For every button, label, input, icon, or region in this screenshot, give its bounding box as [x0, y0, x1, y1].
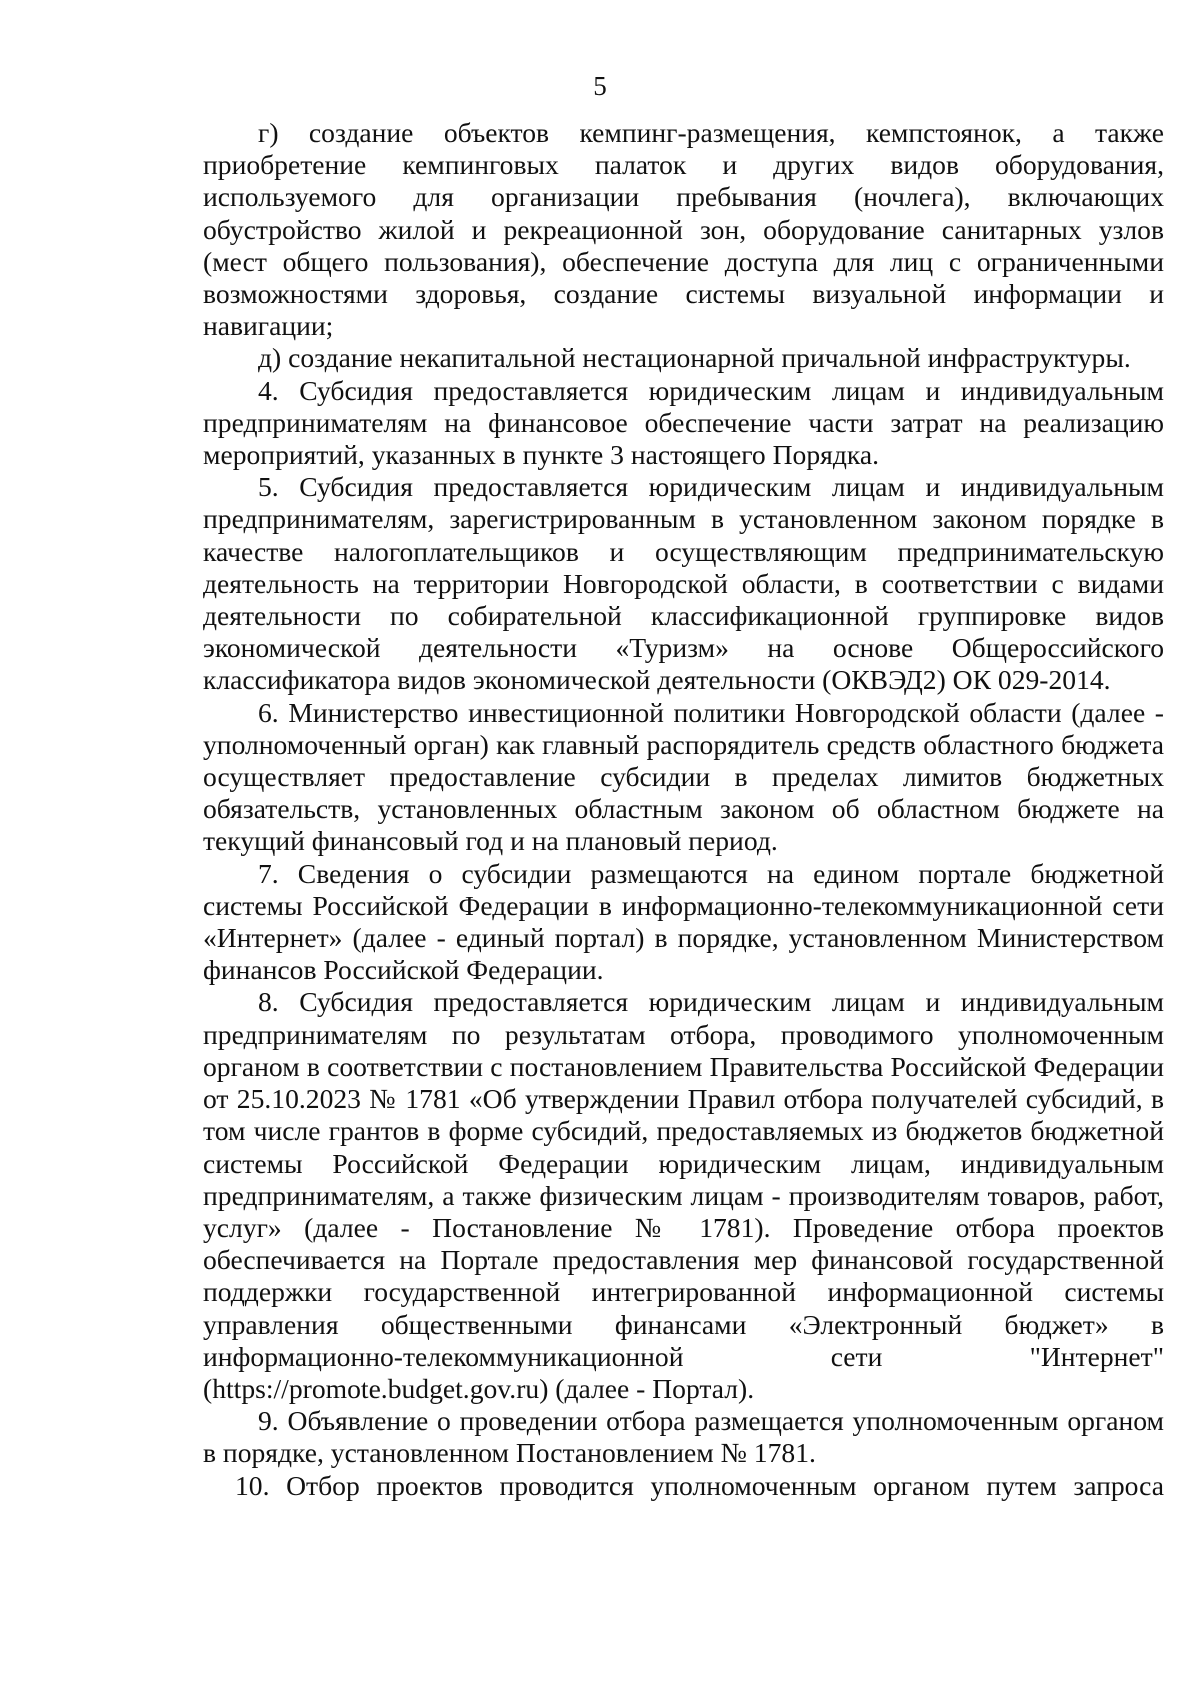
paragraph-9: 9. Объявление о проведении отбора размещается уполномоченным органом в порядке, установленном Постановлением № 1781. — [203, 1405, 1164, 1469]
paragraph-8: 8. Субсидия предоставляется юридическим лицам и индивидуальным предпринимателям по результатам отбора, проводимого уполномоченным органом в соответствии с постановлением Правительства Российской Федерации от 25.10.2023 № 1781 «Об утверждении Правил отбора получателей субсидий, в том числе грантов в форме субсидий, предоставляемых из бюджетов бюджетной системы Российской Федерации юридическим лицам, индивидуальным предпринимателям, а также физическим лицам - производителям товаров, работ, услуг» (далее - Постановление № 1781). Проведение отбора проектов обеспечивается на Портале предоставления мер финансовой государственной поддержки государственной интегрированной информационной системы управления общественными финансами «Электронный бюджет» в информационно-телекоммуникационной сети "Интернет" (https://promote.budget.gov.ru) (далее - Портал). — [203, 986, 1164, 1404]
paragraph-7: 7. Сведения о субсидии размещаются на едином портале бюджетной системы Российской Федерации в информационно-телекоммуникационной сети «Интернет» (далее - единый портал) в порядке, установленном Министерством финансов Российской Федерации. — [203, 857, 1164, 986]
page-number: 5 — [593, 71, 607, 101]
document-body — [203, 117, 1164, 1502]
paragraph-6: 6. Министерство инвестиционной политики Новгородской области (далее - уполномоченный орган) как главный распорядитель средств областного бюджета осуществляет предоставление субсидии в пределах лимитов бюджетных обязательств, установленных областным законом об областном бюджете на текущий финансовый год и на плановый период. — [203, 696, 1164, 857]
paragraph-3d: д) создание некапитальной нестационарной причальной инфраструктуры. — [258, 342, 1131, 374]
paragraph-10: 10. Отбор проектов проводится уполномоченным органом путем запроса — [235, 1469, 1164, 1501]
paragraph-3g: г) создание объектов кемпинг-размещения, кемпстоянок, а также приобретение кемпинговых палаток и других видов оборудования, используемого для организации пребывания (ночлега), включающих обустройство жилой и рекреационной зон, оборудование санитарных узлов (мест общего пользования), обеспечение доступа для лиц с ограниченными возможностями здоровья, создание системы визуальной информации и навигации; — [203, 117, 1164, 342]
paragraph-5: 5. Субсидия предоставляется юридическим лицам и индивидуальным предпринимателям, зарегистрированным в установленном законом порядке в качестве налогоплательщиков и осуществляющим предпринимательскую деятельность на территории Новгородской области, в соответствии с видами деятельности по собирательной классификационной группировке видов экономической деятельности «Туризм» на основе Общероссийского классификатора видов экономической деятельности (ОКВЭД2) ОК 029-2014. — [203, 471, 1164, 696]
paragraph-4: 4. Субсидия предоставляется юридическим лицам и индивидуальным предпринимателям на финансовое обеспечение части затрат на реализацию мероприятий, указанных в пункте 3 настоящего Порядка. — [203, 374, 1164, 471]
